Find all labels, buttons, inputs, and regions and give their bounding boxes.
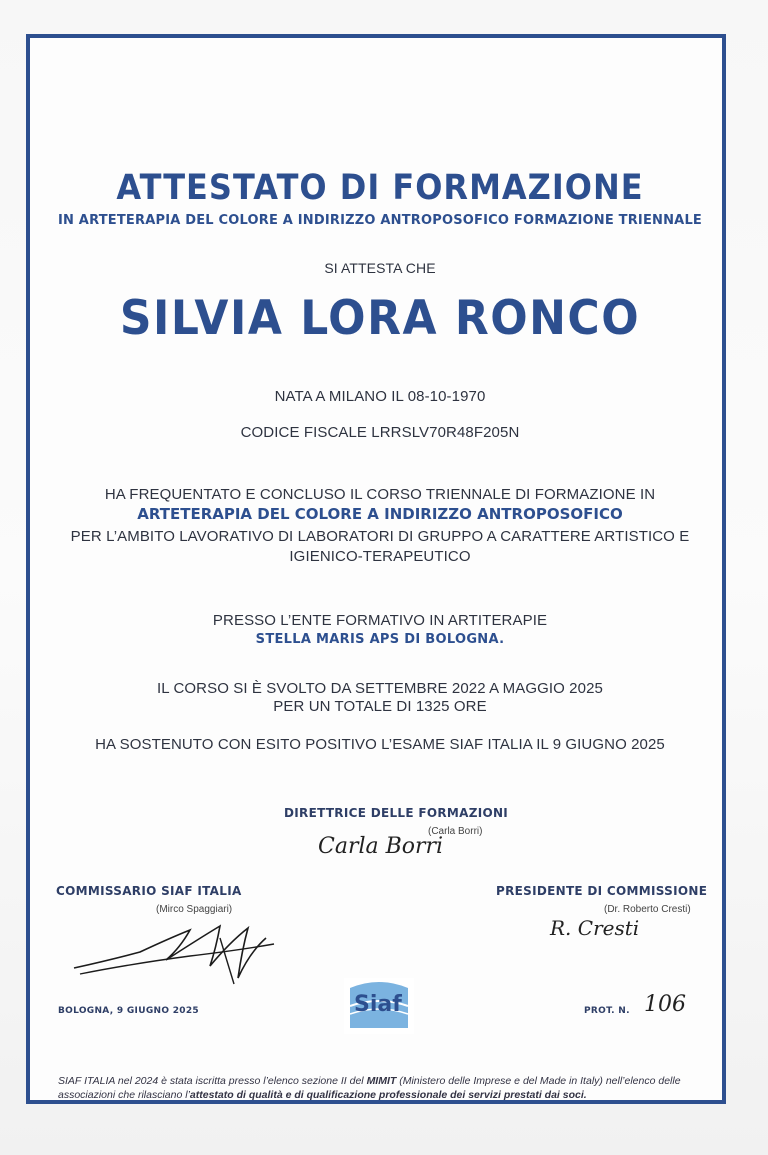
siaf-footnote — [58, 1074, 708, 1102]
place-date: BOLOGNA, 9 GIUGNO 2025 — [58, 1006, 199, 1016]
certificate-subtitle: IN ARTETERAPIA DEL COLORE A INDIRIZZO ANTROPOSOFICO FORMAZIONE TRIENNALE — [57, 213, 703, 228]
president-signature: R. Cresti — [550, 916, 640, 940]
si-attesta-label: SI ATTESTA CHE — [324, 260, 436, 276]
footnote-quality: attestato di qualità e di qualificazione professionale dei servizi prestati dai soci. — [189, 1089, 587, 1101]
footnote-part-1: SIAF ITALIA nel 2024 è stata iscritta presso l’elenco sezione II del — [58, 1075, 367, 1087]
footnote-part-2: (Ministero delle Imprese e del Made in Italy) nell’elenco delle associazioni che rilasciano l’ — [58, 1075, 681, 1101]
recipient-name: SILVIA LORA RONCO — [119, 290, 641, 347]
siaf-logo-text: Siaf — [354, 992, 402, 1017]
institution-name: STELLA MARIS APS DI BOLOGNA. — [255, 632, 505, 647]
president-name: (Dr. Roberto Cresti) — [604, 904, 691, 915]
institution-intro: PRESSO L’ENTE FORMATIVO IN ARTITERAPIE — [212, 612, 548, 629]
protocol-label: PROT. N. — [584, 1006, 630, 1016]
fiscal-code: CODICE FISCALE LRRSLV70R48F205N — [240, 424, 520, 441]
commissioner-name: (Mirco Spaggiari) — [156, 904, 233, 915]
certificate-title: ATTESTATO DI FORMAZIONE — [116, 166, 644, 208]
president-role: PRESIDENTE DI COMMISSIONE — [496, 884, 708, 898]
scope-line-1: PER L’AMBITO LAVORATIVO DI LABORATORI DI GRUPPO A CARATTERE ARTISTICO E — [70, 528, 690, 545]
course-period: IL CORSO SI È SVOLTO DA SETTEMBRE 2022 A MAGGIO 2025 — [157, 680, 603, 697]
birth-info: NATA A MILANO IL 08-10-1970 — [274, 388, 486, 405]
exam-statement: HA SOSTENUTO CON ESITO POSITIVO L’ESAME SIAF ITALIA IL 9 GIUGNO 2025 — [95, 736, 665, 753]
siaf-logo — [344, 978, 414, 1039]
commissioner-signature-icon — [70, 908, 280, 988]
director-signature: Carla Borri — [318, 834, 444, 859]
certificate-frame — [26, 34, 726, 1104]
scope-line-2: IGIENICO-TERAPEUTICO — [289, 548, 471, 565]
course-intro: HA FREQUENTATO E CONCLUSO IL CORSO TRIENNALE DI FORMAZIONE IN — [104, 486, 656, 503]
director-role: DIRETTRICE DELLE FORMAZIONI — [284, 806, 509, 820]
course-title: ARTETERAPIA DEL COLORE A INDIRIZZO ANTROPOSOFICO — [137, 505, 623, 523]
commissioner-role: COMMISSARIO SIAF ITALIA — [56, 884, 242, 898]
footnote-mimit: MIMIT — [366, 1075, 397, 1087]
director-name: (Carla Borri) — [428, 826, 483, 837]
course-hours: PER UN TOTALE DI 1325 ORE — [273, 698, 487, 715]
protocol-number: 106 — [644, 992, 686, 1017]
